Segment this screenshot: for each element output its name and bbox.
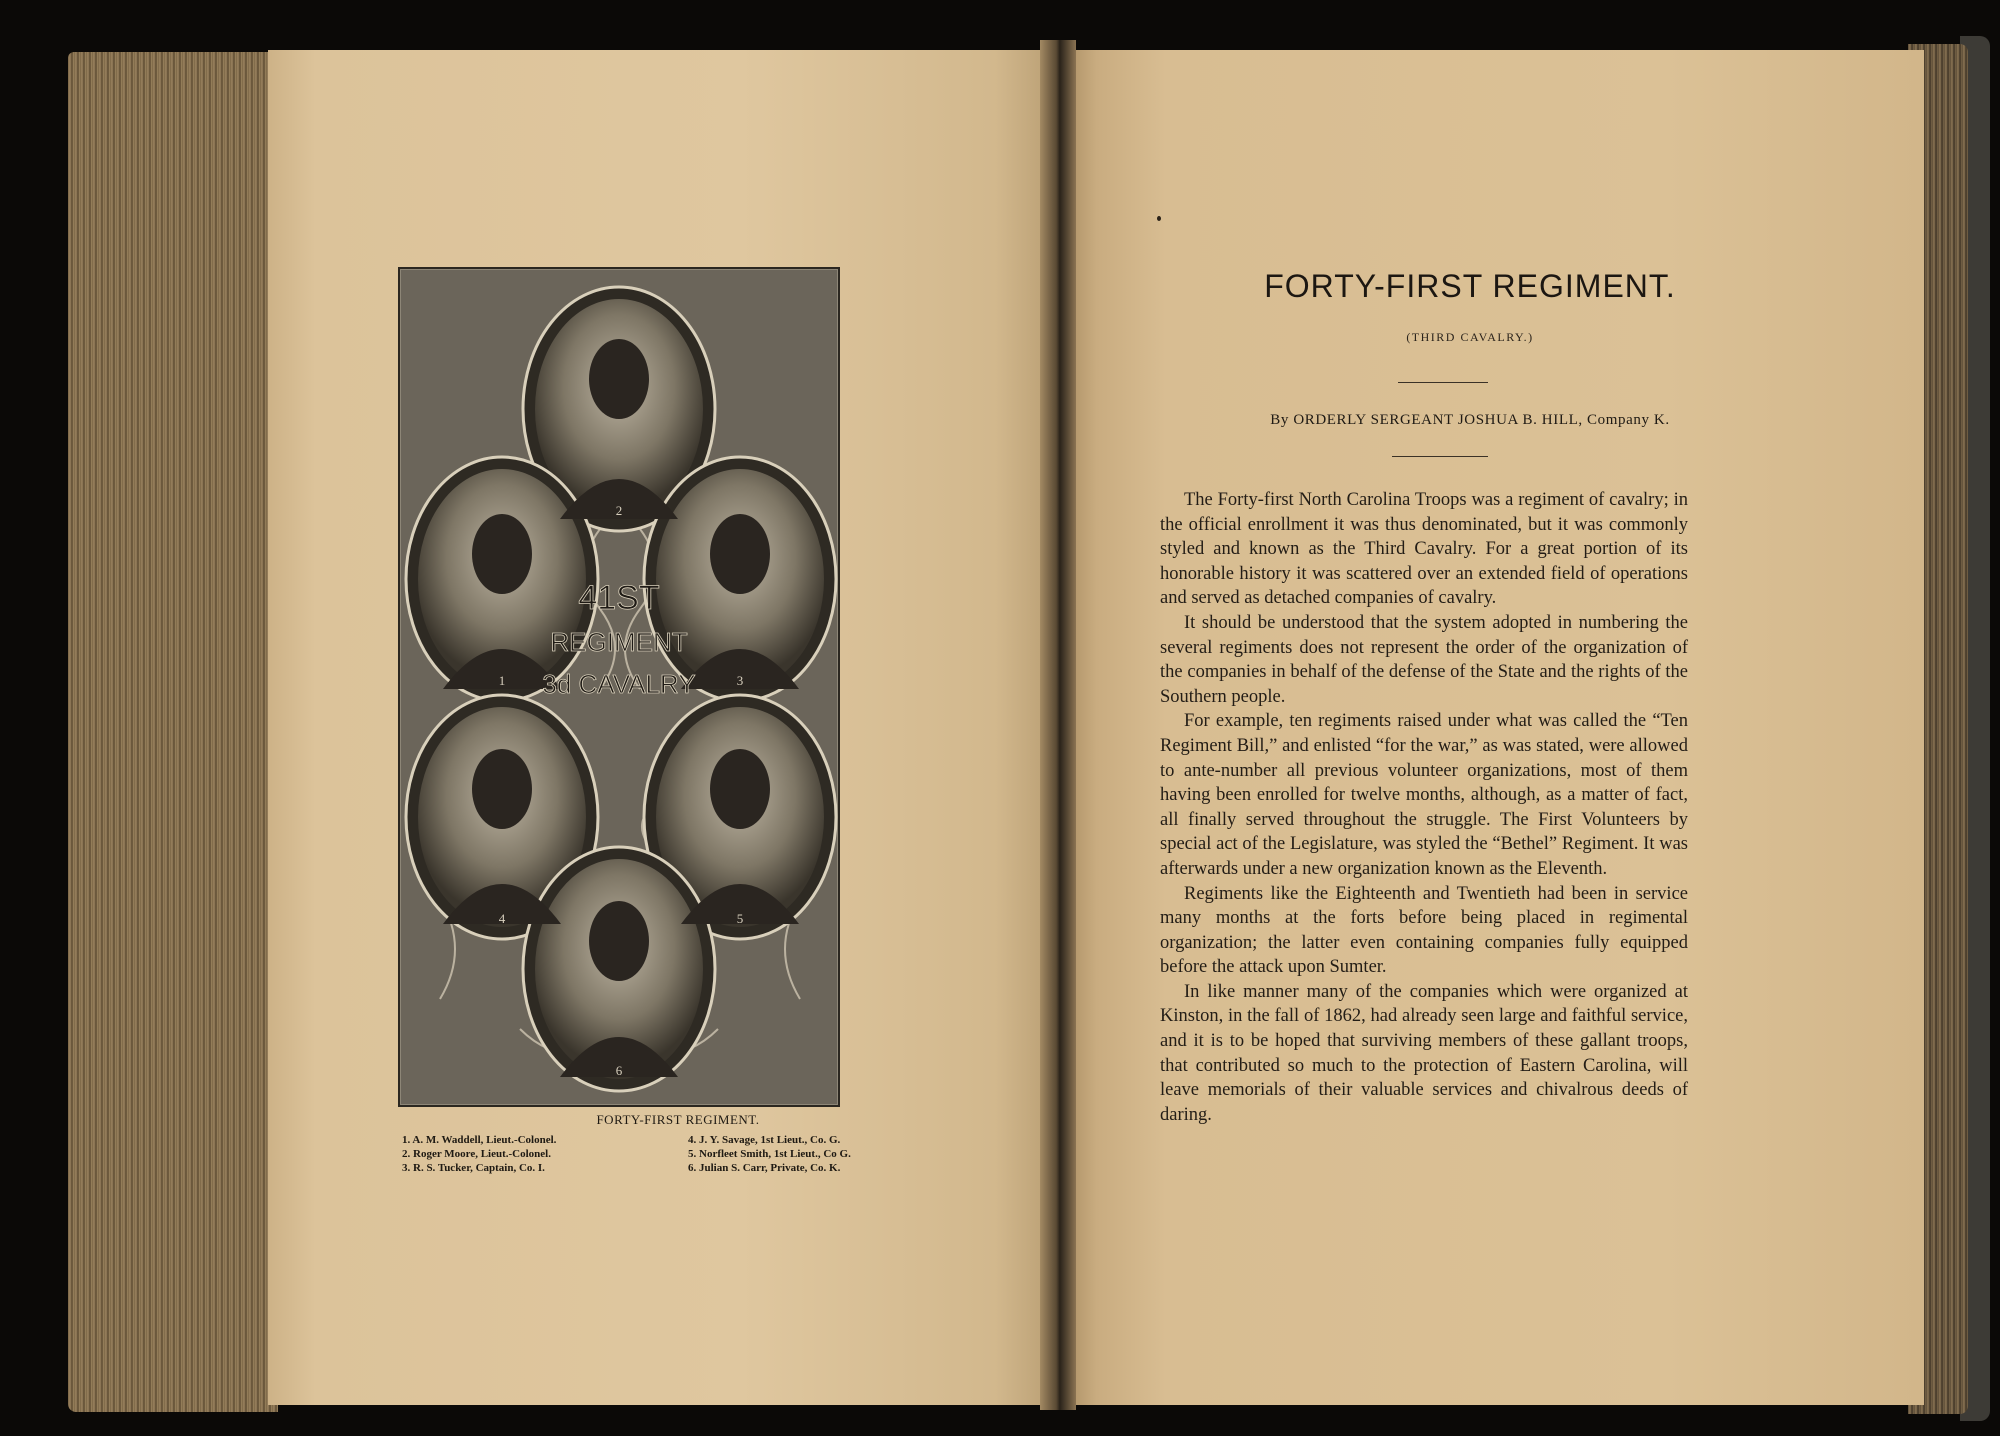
left-page-edges — [68, 52, 278, 1412]
caption-entry: 1. A. M. Waddell, Lieut.-Colonel. — [402, 1134, 557, 1146]
plate-title-41st: 41ST — [578, 579, 660, 617]
caption-entry: 6. Julian S. Carr, Private, Co. K. — [688, 1162, 841, 1174]
page-speck — [1157, 216, 1161, 221]
portrait-plate — [398, 267, 840, 1107]
chapter-title: FORTY-FIRST REGIMENT. — [1264, 268, 1676, 304]
body-paragraph: Regiments like the Eighteenth and Twentieth had been in service many months at the forts before being placed in regimental organization; the latter even containing companies fully equipped before the attack upon Sumter. — [1160, 883, 1688, 978]
plate-caption-left-column — [402, 1133, 556, 1175]
caption-entry: 5. Norfleet Smith, 1st Lieut., Co G. — [688, 1148, 851, 1160]
portrait-number-2: 2 — [615, 503, 623, 518]
caption-entry: 2. Roger Moore, Lieut.-Colonel. — [402, 1148, 551, 1160]
caption-entry: 3. R. S. Tucker, Captain, Co. I. — [402, 1162, 545, 1174]
portrait-number-6: 6 — [615, 1063, 623, 1078]
byline-rule — [1392, 456, 1488, 457]
portrait-number-4: 4 — [498, 911, 506, 926]
body-paragraph: It should be understood that the system adopted in numbering the several regiments does not represent the order of the organization of the companies in behalf of the defense of the State and the rights of the Southern people. — [1160, 612, 1688, 707]
book-gutter — [1040, 40, 1076, 1410]
plate-illustration — [400, 269, 838, 1105]
plate-title-regiment: REGIMENT — [550, 627, 688, 657]
plate-title-cavalry: 3d CAVALRY — [542, 669, 696, 699]
title-rule — [1398, 382, 1488, 383]
chapter-body — [1160, 488, 1688, 1127]
portrait-number-3: 3 — [736, 673, 744, 688]
body-paragraph: In like manner many of the companies which were organized at Kinston, in the fall of 1862, had already seen large and faithful service, and it is to be hoped that surviving members of these gallant troops, that contributed so much to the protection of Eastern Carolina, will leave memorials of their valuable services and chivalrous deeds of daring. — [1160, 981, 1688, 1125]
chapter-subtitle: (THIRD CAVALRY.) — [1406, 330, 1534, 344]
plate-caption-right-column — [688, 1133, 851, 1175]
caption-entry: 4. J. Y. Savage, 1st Lieut., Co. G. — [688, 1134, 841, 1146]
portrait-number-1: 1 — [498, 673, 506, 688]
body-paragraph: The Forty-first North Carolina Troops was a regiment of cavalry; in the official enrollment it was thus denominated, but it was commonly styled and known as the Third Cavalry. For a great portion of its honorable history it was scattered over an extended field of operations and served as detached companies of cavalry. — [1160, 490, 1688, 609]
plate-caption-title: FORTY-FIRST REGIMENT. — [596, 1112, 760, 1127]
author-byline: By ORDERLY SERGEANT JOSHUA B. HILL, Company K. — [1270, 412, 1670, 428]
body-paragraph: For example, ten regiments raised under what was called the “Ten Regiment Bill,” and enlisted “for the war,” as was stated, were allowed to ante-number all previous volunteer organizations, most of them having been enrolled for twelve months, although, as a matter of fact, all finally served throughout the struggle. The First Volunteers by special act of the Legislature, was styled the “Bethel” Regiment. It was afterwards under a new organization known as the Eleventh. — [1160, 711, 1688, 879]
portrait-number-5: 5 — [736, 911, 744, 926]
